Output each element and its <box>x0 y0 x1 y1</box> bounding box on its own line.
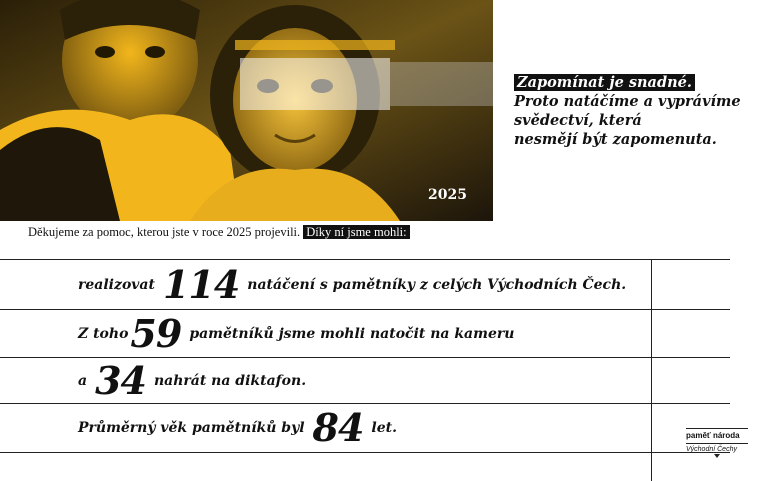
chevron-down-icon <box>714 454 720 458</box>
stat-before: a <box>78 373 88 389</box>
tagline-line: nesmějí být zapomenuta. <box>514 131 717 148</box>
thanks-line <box>28 225 410 240</box>
tagline-highlight: Zapomínat je snadné. <box>514 74 695 91</box>
stat-after: natáčení s pamětníky z celých Východních Čech. <box>247 277 627 293</box>
tagline-line: Proto natáčíme a vyprávíme <box>514 93 741 110</box>
stat-number: 114 <box>162 262 240 307</box>
stat-row-camera <box>0 309 730 358</box>
stat-number: 84 <box>312 405 364 450</box>
stat-after: pamětníků jsme mohli natočit na kameru <box>189 326 515 342</box>
stat-number: 59 <box>130 311 182 356</box>
stat-before: Průměrný věk pamětníků byl <box>78 420 305 436</box>
stat-before: Z toho <box>78 326 129 342</box>
stat-after: nahrát na diktafon. <box>153 373 307 389</box>
logo-region: Východní Čechy <box>686 443 748 453</box>
stat-before: realizovat <box>78 277 155 293</box>
thanks-text: Děkujeme za pomoc, kterou jste v roce 2025 projevili. <box>28 225 301 239</box>
stat-row-dictaphone <box>0 357 730 404</box>
pamet-naroda-logo <box>686 428 748 458</box>
logo-name: paměť národa <box>686 428 748 440</box>
hero-photo <box>0 0 493 221</box>
tagline <box>514 73 764 149</box>
stat-row-average-age <box>0 403 730 453</box>
year-label: 2025 <box>428 187 467 203</box>
stat-after: let. <box>371 420 397 436</box>
stat-row-recordings <box>0 259 730 310</box>
stat-number: 34 <box>95 358 146 403</box>
tagline-line: svědectví, která <box>514 112 642 129</box>
children-portrait-image <box>0 0 493 221</box>
thanks-highlight: Díky ní jsme mohli: <box>303 225 409 239</box>
